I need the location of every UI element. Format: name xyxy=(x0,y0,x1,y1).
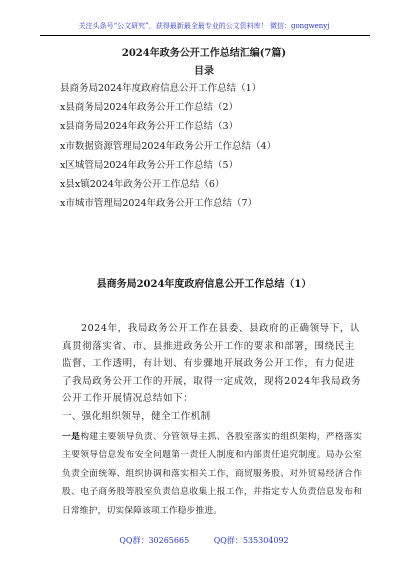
header-banner: 关注头条号“公文研究”，获得最新最全最专业的公文资料库！ 微信：gongwenyj xyxy=(78,22,330,30)
toc-item-5[interactable]: x区城管局2024年政务公开工作总结（5） xyxy=(60,159,239,171)
toc-item-4[interactable]: x市数据资源管理局2024年政务公开工作总结（4） xyxy=(60,140,277,152)
footer-qq-group-2: QQ群：535304092 xyxy=(213,536,289,545)
paragraph-lead: 一是 xyxy=(62,431,81,442)
paragraph-org-structure xyxy=(62,428,362,521)
toc-item-3[interactable]: x县商务局2024年政务公开工作总结（3） xyxy=(60,121,239,133)
header-divider xyxy=(40,35,370,36)
toc-item-7[interactable]: x市城市管理局2024年政务公开工作总结（7） xyxy=(60,198,258,210)
document-title: 2024年政务公开工作总结汇编(7篇) xyxy=(121,48,287,59)
footer xyxy=(0,535,408,546)
toc-item-1[interactable]: 县商务局2024年度政府信息公开工作总结（1） xyxy=(60,83,262,94)
footer-qq-group-1: QQ群：30265665 xyxy=(119,536,190,545)
subheading-1: 一、强化组织领导，健全工作机制 xyxy=(62,410,211,422)
paragraph-intro: 2024年，我局政务公开工作在县委、县政府的正确领导下，认真贯彻落实省、市、县推进政务公开工作的要求和部署，围绕民主监督、工作透明，有计划、有步骤地开展政务公开工作，有力促进了我局政务公开工作的开展，取得一定成效，现将2024年我局政务公开工作开展情况总结如下： xyxy=(62,323,362,405)
section-title: 县商务局2024年度政府信息公开工作总结（1） xyxy=(96,279,312,290)
section-body xyxy=(62,320,362,521)
toc-item-2[interactable]: x县商务局2024年政务公开工作总结（2） xyxy=(60,102,239,114)
paragraph-rest: 构建主要领导负责、分管领导主抓、各股室落实的组织架构，严格落实主要领导信息发布安全问题第一责任人制度和内部责任追究制度。局办公室负责全面统筹、组织协调和落实相关工作，商贸服务股、对外贸易经济合作股、电子商务股等股室负责信息收集上报工作，并指定专人负责信息发布和日常维护，切实保障该项工作稳步推进。 xyxy=(62,431,362,516)
toc-item-6[interactable]: x县x镇2024年政务公开工作总结（6） xyxy=(60,178,225,190)
toc-heading: 目录 xyxy=(194,66,214,77)
table-of-contents xyxy=(60,79,360,213)
